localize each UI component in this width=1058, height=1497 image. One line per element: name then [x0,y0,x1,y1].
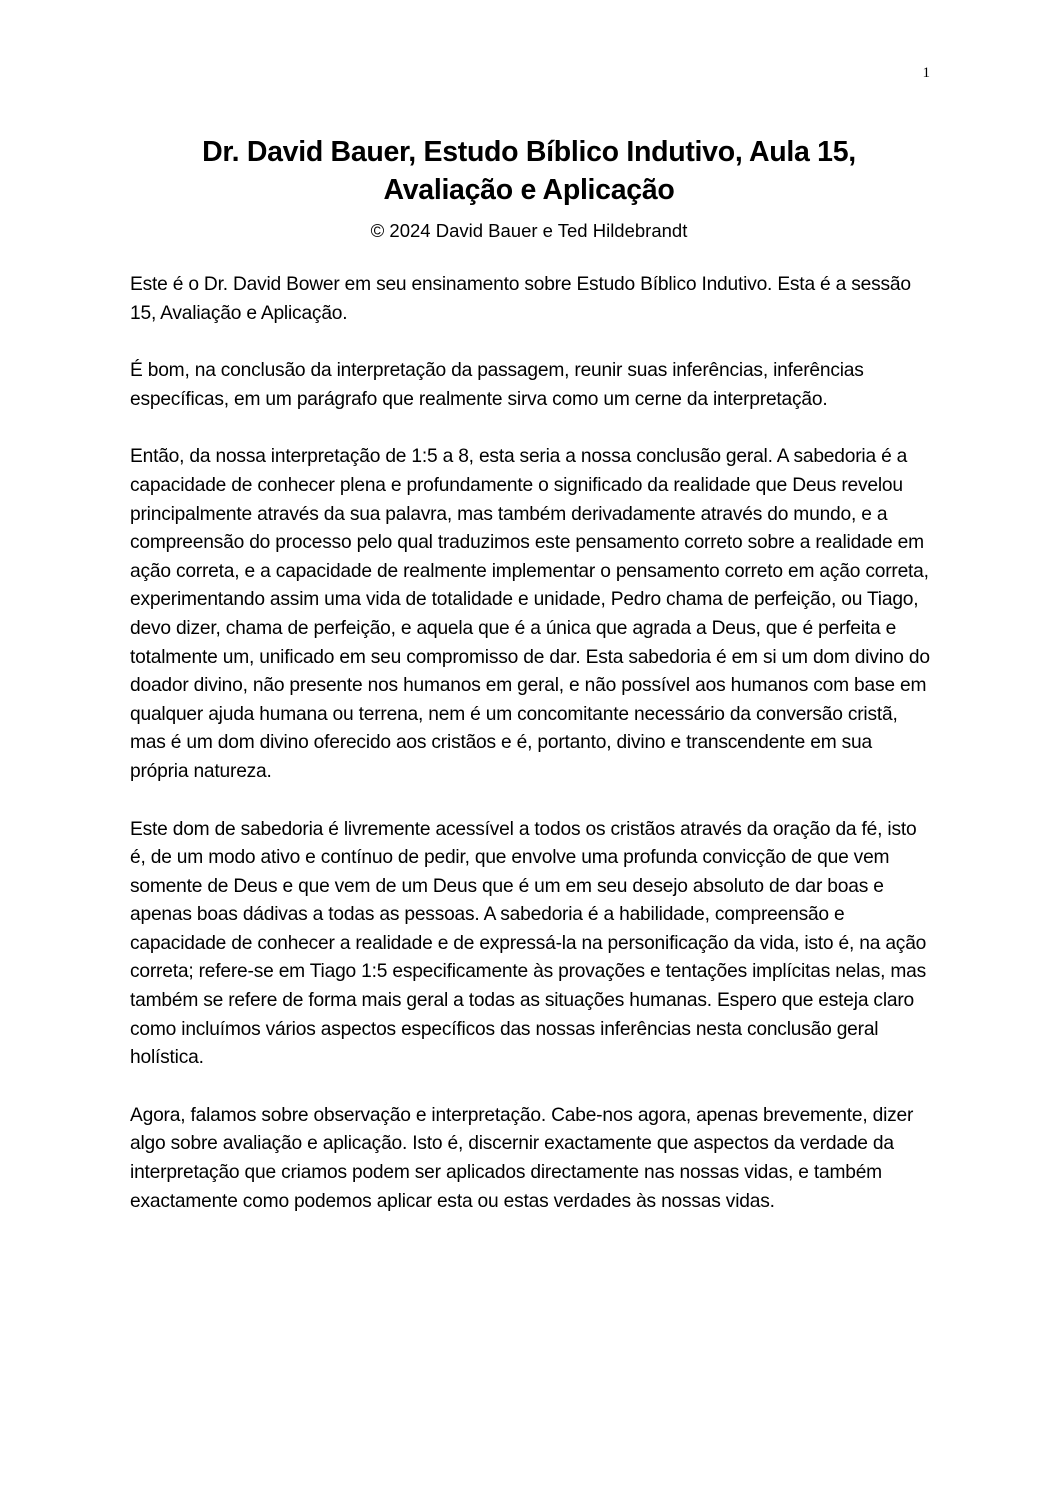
copyright-notice: © 2024 David Bauer e Ted Hildebrandt [370,220,688,241]
title-line-1: Dr. David Bauer, Estudo Bíblico Indutivo, Aula 15, [202,136,856,168]
title-line-2: Avaliação e Aplicação [383,174,675,206]
paragraph: Agora, falamos sobre observação e interpretação. Cabe-nos agora, apenas brevemente, dizer algo sobre avaliação e aplicação. Isto é, discernir exactamente que aspectos da verdade da interpretação que criamos podem ser aplicados directamente nas nossas vidas, e também exactamente como podemos aplicar esta ou estas verdades às nossas vidas. [130,1104,914,1212]
paragraph: Então, da nossa interpretação de 1:5 a 8, esta seria a nossa conclusão geral. A sabedoria é a capacidade de conhecer plena e profundamente o significado da realidade que Deus revelou principalmente através da sua palavra, mas também derivadamente através do mundo, e a compreensão do processo pelo qual traduzimos este pensamento correto sobre a realidade em ação correta, e a capacidade de realmente implementar o pensamento correto em ação correta, experimentando assim uma vida de totalidade e unidade, Pedro chama de perfeição, ou Tiago, devo dizer, chama de perfeição, e aquela que é a única que agrada a Deus, que é perfeita e totalmente um, unificado em seu compromisso de dar. Esta sabedoria é em si um dom divino do doador divino, não presente nos humanos em geral, e não possível aos humanos com base em qualquer ajuda humana ou terrena, nem é um concomitante necessário da conversão cristã, mas é um dom divino oferecido aos cristãos e é, portanto, divino e transcendente em sua própria natureza. [130,446,930,782]
paragraph: É bom, na conclusão da interpretação da passagem, reunir suas inferências, inferências específicas, em um parágrafo que realmente sirva como um cerne da interpretação. [130,360,864,410]
paragraph: Este é o Dr. David Bower em seu ensinamento sobre Estudo Bíblico Indutivo. Esta é a sessão 15, Avaliação e Aplicação. [130,274,911,324]
page-number: 1 [922,65,930,81]
document-body [130,271,930,1245]
document-title [110,133,948,209]
paragraph: Este dom de sabedoria é livremente acessível a todos os cristãos através da oração da fé, isto é, de um modo ativo e contínuo de pedir, que envolve uma profunda convicção de que vem somente de Deus e que vem de um Deus que é um em seu desejo absoluto de dar boas e apenas boas dádivas a todas as pessoas. A sabedoria é a habilidade, compreensão e capacidade de conhecer a realidade e de expressá-la na personificação da vida, isto é, na ação correta; refere-se em Tiago 1:5 especificamente às provações e tentações implícitas nelas, mas também se refere de forma mais geral a todas as situações humanas. Espero que esteja claro como incluímos vários aspectos específicos das nossas inferências nesta conclusão geral holística. [130,818,927,1069]
